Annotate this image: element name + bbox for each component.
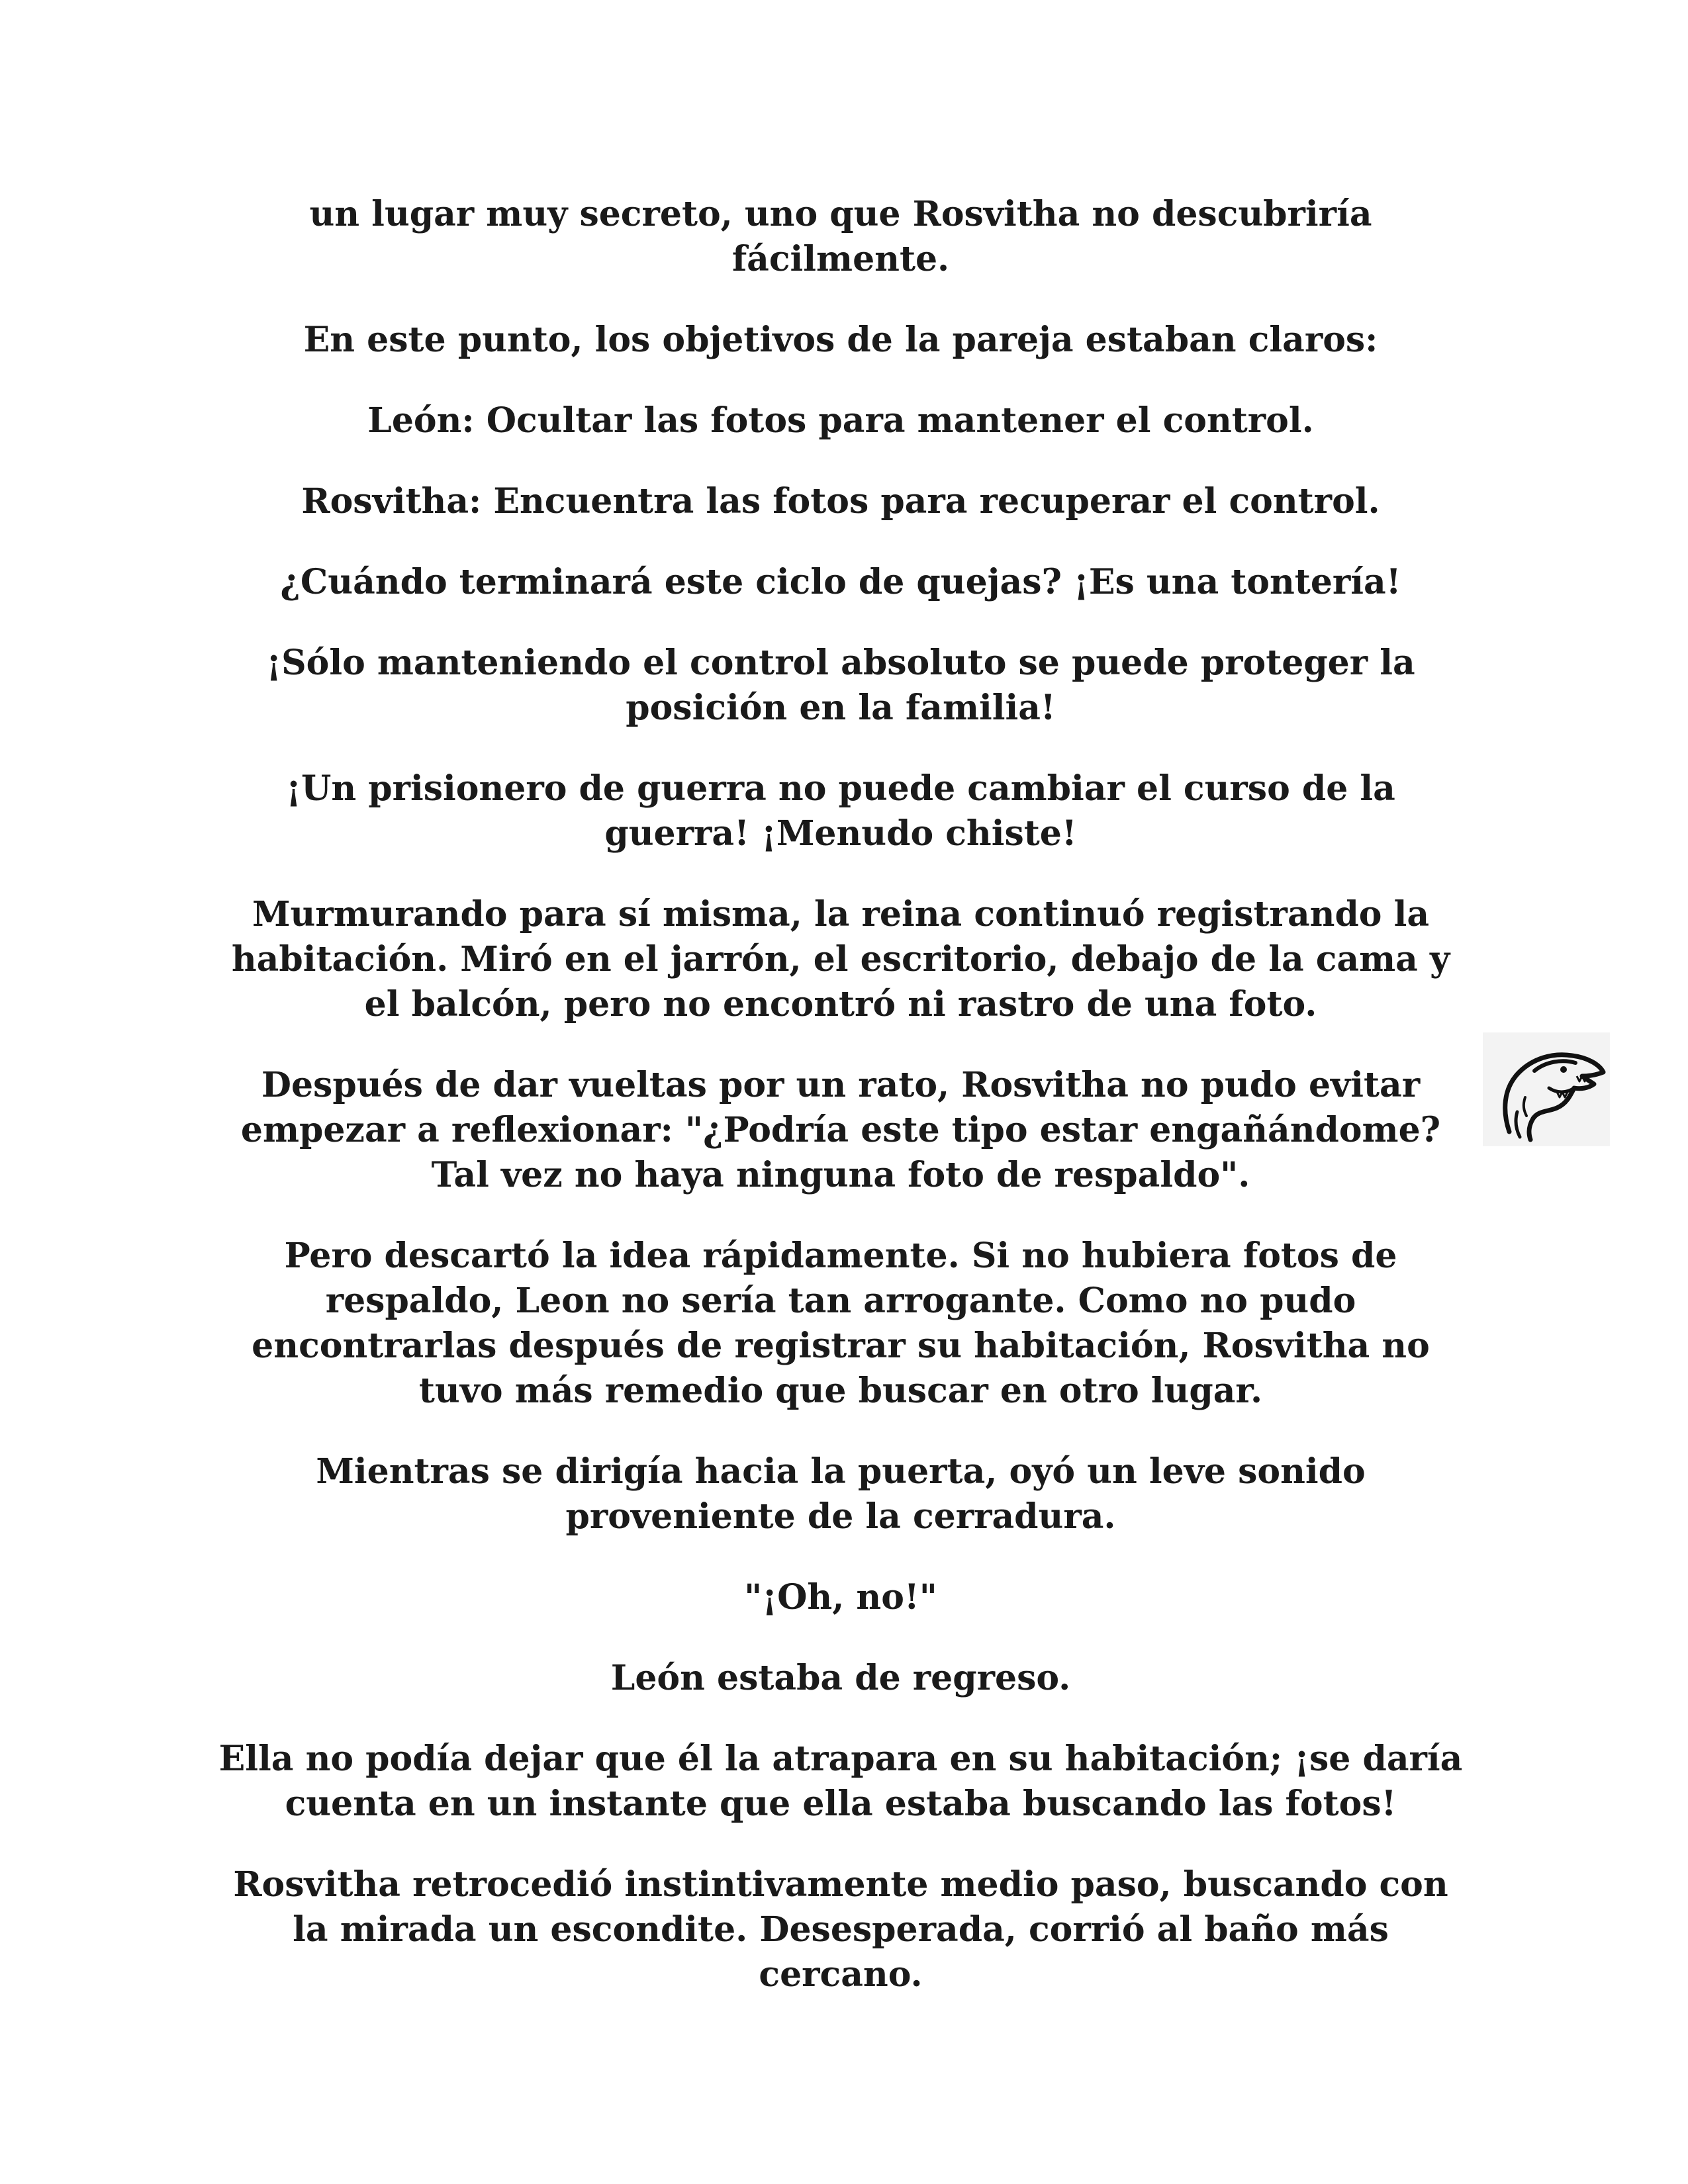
paragraph: ¡Sólo manteniendo el control absoluto se puede proteger la posición en la familia! xyxy=(266,643,1415,728)
paragraph: ¡Un prisionero de guerra no puede cambiar el curso de la guerra! ¡Menudo chiste! xyxy=(286,768,1395,854)
paragraph: Mientras se dirigía hacia la puerta, oyó un leve sonido proveniente de la cerradura. xyxy=(316,1451,1366,1537)
paragraph: Pero descartó la idea rápidamente. Si no hubiera fotos de respaldo, Leon no sería tan arrogante. Como no pudo encontrarlas después de registrar su habitación, Rosvitha no tuvo más remedio que buscar en otro lugar. xyxy=(252,1236,1430,1411)
paragraph: un lugar muy secreto, uno que Rosvitha no descubriría fácilmente. xyxy=(309,194,1372,279)
paragraph: Rosvitha: Encuentra las fotos para recuperar el control. xyxy=(301,481,1380,522)
paragraph: León estaba de regreso. xyxy=(610,1658,1071,1698)
paragraph: Después de dar vueltas por un rato, Rosvitha no pudo evitar empezar a reflexionar: "¿Podría este tipo estar engañándome? Tal vez no haya ninguna foto de respaldo". xyxy=(240,1065,1441,1195)
dinosaur-head-icon xyxy=(1483,1032,1610,1146)
paragraph: León: Ocultar las fotos para mantener el control. xyxy=(367,400,1314,441)
paragraph: "¡Oh, no!" xyxy=(744,1577,937,1617)
story-text xyxy=(218,192,1463,2033)
paragraph: Rosvitha retrocedió instintivamente medio paso, buscando con la mirada un escondite. Desesperada, corrió al baño más cercano. xyxy=(233,1864,1448,1995)
paragraph: En este punto, los objetivos de la pareja estaban claros: xyxy=(303,320,1378,360)
paragraph: ¿Cuándo terminará este ciclo de quejas? ¡Es una tontería! xyxy=(280,562,1401,602)
paragraph: Ella no podía dejar que él la atrapara en su habitación; ¡se daría cuenta en un instante que ella estaba buscando las fotos! xyxy=(218,1739,1463,1824)
paragraph: Murmurando para sí misma, la reina continuó registrando la habitación. Miró en el jarrón, el escritorio, debajo de la cama y el balcón, pero no encontró ni rastro de una foto. xyxy=(231,894,1450,1024)
